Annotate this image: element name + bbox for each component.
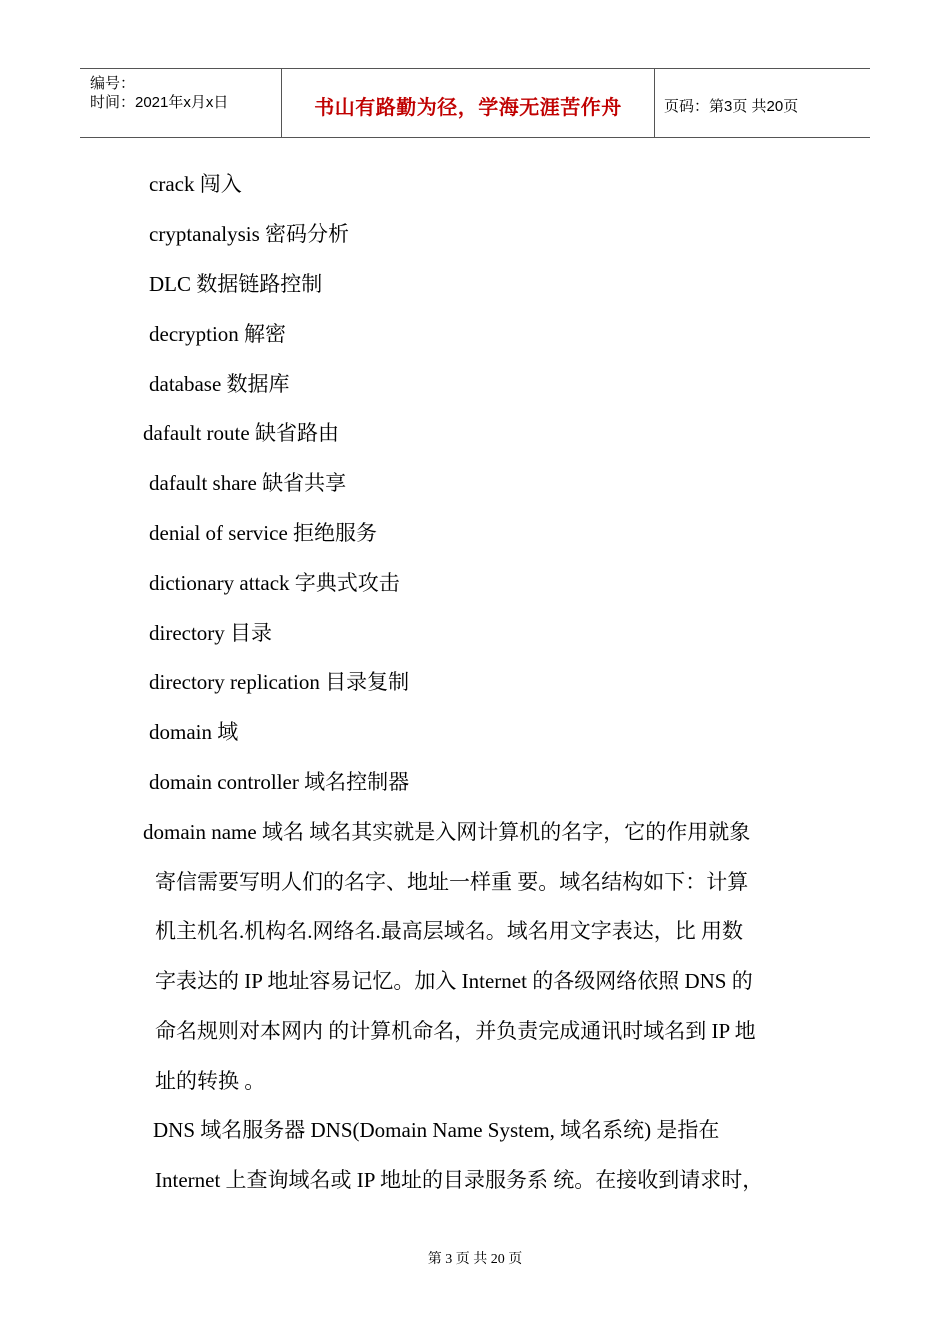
- paragraph-line: Internet 上查询域名或 IP 地址的目录服务系 统。在接收到请求时，: [155, 1168, 764, 1192]
- paragraph-line: 址的转换 。: [155, 1069, 266, 1093]
- date-label: 时间：2021年x月x日: [90, 94, 229, 111]
- page-info: 页码：第3页 共20页: [664, 98, 799, 115]
- paragraph-line: 寄信需要写明人们的名字、地址一样重 要。域名结构如下：计算: [155, 870, 749, 894]
- term-line: DLC 数据链路控制: [149, 272, 323, 296]
- paragraph-line: domain name 域名 域名其实就是入网计算机的名字，它的作用就象: [143, 820, 751, 844]
- term-line: domain controller 域名控制器: [149, 770, 410, 794]
- term-line: directory 目录: [149, 621, 273, 645]
- term-line: crack 闯入: [149, 172, 242, 196]
- paragraph-line: 字表达的 IP 地址容易记忆。加入 Internet 的各级网络依照 DNS 的: [155, 969, 753, 993]
- page-footer: 第 3 页 共 20 页: [427, 1252, 523, 1267]
- term-line: dafault route 缺省路由: [143, 421, 339, 445]
- term-line: database 数据库: [149, 372, 290, 396]
- term-line: domain 域: [149, 720, 239, 744]
- paragraph-line: 命名规则对本网内 的计算机命名，并负责完成通讯时域名到 IP 地: [155, 1019, 756, 1043]
- serial-label: 编号：: [90, 75, 136, 92]
- term-line: directory replication 目录复制: [149, 670, 410, 694]
- header-table: [80, 68, 870, 138]
- header-left-cell: [80, 69, 282, 137]
- paragraph-line: 机主机名.机构名.网络名.最高层域名。域名用文字表达，比 用数: [155, 919, 743, 943]
- header-right-cell: [655, 69, 870, 137]
- term-line: denial of service 拒绝服务: [149, 521, 378, 545]
- term-line: decryption 解密: [149, 322, 287, 346]
- term-line: dafault share 缺省共享: [149, 471, 347, 495]
- term-line: cryptanalysis 密码分析: [149, 222, 350, 246]
- header-motto: 书山有路勤为径，学海无涯苦作舟: [314, 95, 622, 119]
- paragraph-line: DNS 域名服务器 DNS(Domain Name System, 域名系统) 是指在: [153, 1118, 720, 1142]
- term-line: dictionary attack 字典式攻击: [149, 571, 400, 595]
- header-center-cell: [282, 69, 655, 137]
